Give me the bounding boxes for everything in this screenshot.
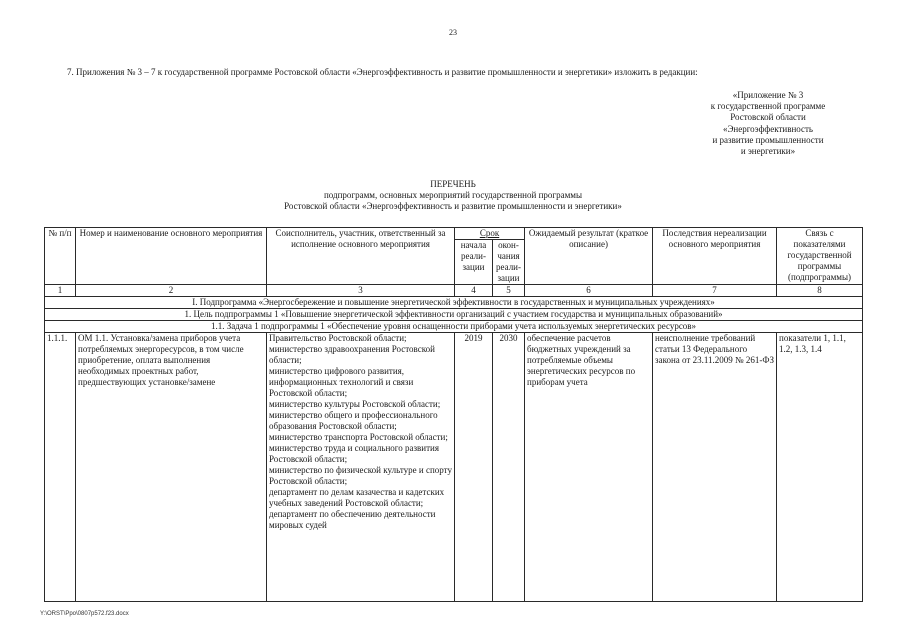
row-consequences: неисполнение требований статьи 13 Федерального закона от 23.11.2009 № 261-ФЗ	[653, 333, 777, 602]
appendix-line: Ростовской области	[730, 112, 806, 123]
row-activity-name: ОМ 1.1. Установка/замена приборов учета потребляемых энергоресурсов, в том числе приобретение, оплата выполнения необходимых проектных работ, предшествующих установке/замене	[76, 333, 267, 602]
column-number: 3	[267, 285, 455, 297]
appendix-line: «Приложение № 3	[732, 90, 804, 100]
column-number: 2	[76, 285, 267, 297]
table-row	[45, 333, 863, 602]
header-start: начала реали-зации	[455, 240, 493, 285]
program-activities-table	[44, 227, 863, 602]
column-number: 1	[45, 285, 76, 297]
task-row	[45, 321, 863, 333]
executor-item: министерство общего и профессионального образования Ростовской области;	[269, 410, 438, 431]
row-expected-result: обеспечение расчетов бюджетных учреждений за потребляемые объемы энергетических ресурсов по приборам учета	[525, 333, 653, 602]
executor-item: департамент по делам казачества и кадетских учебных заведений Ростовской области;	[269, 487, 445, 508]
header-activity-name: Номер и наименование основного мероприятия	[76, 228, 267, 285]
executor-item: министерство труда и социального развития Ростовской области;	[269, 443, 440, 464]
row-end-year: 2030	[493, 333, 525, 602]
row-executors	[267, 333, 455, 602]
appendix-line: и развитие промышленности	[712, 134, 824, 145]
column-numbers-row	[45, 285, 863, 297]
subprogram-title: I. Подпрограмма «Энергосбережение и повышение энергетической эффективности в государственных и муниципальных учреждениях»	[45, 297, 863, 309]
file-path-footer: Y:\ORST\Ppo\0807p572.f23.docx	[40, 611, 129, 617]
executor-item: министерство транспорта Ростовской области;	[269, 432, 448, 442]
header-end: окон-чания реали-зации	[493, 240, 525, 285]
header-row	[45, 228, 863, 240]
column-number: 4	[455, 285, 493, 297]
header-term-label: Срок	[479, 228, 500, 238]
intro-paragraph: 7. Приложения № 3 – 7 к государственной программе Ростовской области «Энергоэффективность и развитие промышленности и энергетики» изложить в редакции:	[67, 67, 698, 77]
task-title: 1.1. Задача 1 подпрограммы 1 «Обеспечение уровня оснащенности приборами учета используемых энергетических ресурсов»	[45, 321, 863, 333]
column-number: 7	[653, 285, 777, 297]
header-expected-result: Ожидаемый результат (краткое описание)	[525, 228, 653, 285]
header-consequences: Последствия нереализации основного мероприятия	[653, 228, 777, 285]
appendix-line: к государственной программе	[710, 101, 826, 112]
header-term	[455, 228, 525, 240]
appendix-line: и энергетики»	[740, 146, 796, 157]
header-indicators: Связь с показателями государственной программы (подпрограммы)	[777, 228, 863, 285]
row-number: 1.1.1.	[45, 333, 76, 602]
executor-item: министерство цифрового развития, информационных технологий и связи Ростовской области;	[269, 366, 414, 398]
heading-line: Ростовской области «Энергоэффективность и развитие промышленности и энергетики»	[284, 201, 622, 211]
column-number: 5	[493, 285, 525, 297]
executor-item: министерство культуры Ростовской области;	[269, 399, 441, 409]
goal-row	[45, 309, 863, 321]
heading-line: подпрограмм, основных мероприятий государственной программы	[323, 190, 583, 200]
executor-item: департамент по обеспечению деятельности мировых судей	[269, 509, 436, 530]
row-start-year: 2019	[455, 333, 493, 602]
appendix-reference	[690, 90, 846, 157]
executor-item: министерство по физической культуре и спорту Ростовской области;	[269, 465, 452, 486]
executor-item: Правительство Ростовской области;	[269, 333, 407, 343]
subprogram-row	[45, 297, 863, 309]
appendix-line: «Энергоэффективность	[722, 123, 814, 134]
goal-title: 1. Цель подпрограммы 1 «Повышение энергетической эффективности организаций с участием государства и муниципальных образований»	[45, 309, 863, 321]
row-indicators: показатели 1, 1.1, 1.2, 1.3, 1.4	[777, 333, 863, 602]
column-number: 6	[525, 285, 653, 297]
page-number: 23	[449, 28, 457, 37]
header-number: № п/п	[45, 228, 76, 285]
column-number: 8	[777, 285, 863, 297]
header-executor: Соисполнитель, участник, ответственный за исполнение основного мероприятия	[267, 228, 455, 285]
executor-item: министерство здравоохранения Ростовской области;	[269, 344, 435, 365]
list-heading	[0, 179, 906, 212]
heading-title: ПЕРЕЧЕНЬ	[430, 179, 476, 189]
